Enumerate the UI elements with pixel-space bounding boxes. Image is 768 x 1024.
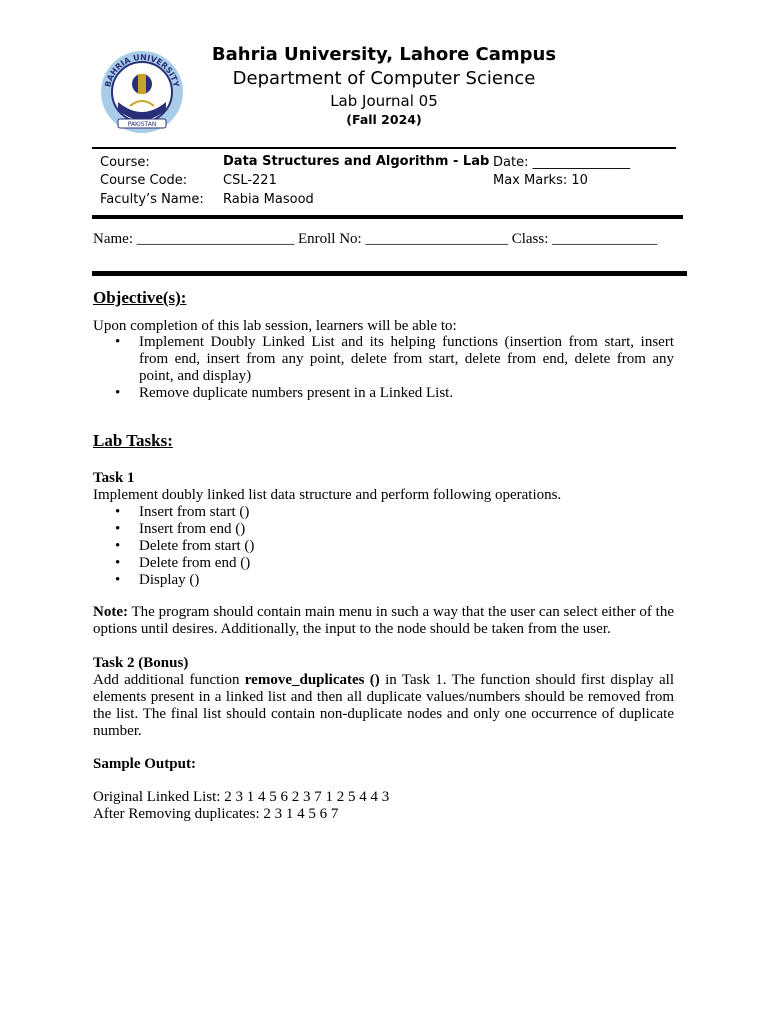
sample-output-heading: Sample Output:	[93, 756, 196, 772]
list-item: • Delete from start ()	[115, 538, 255, 554]
list-item: • Insert from end ()	[115, 521, 246, 537]
course-code-value: CSL-221	[223, 173, 277, 188]
student-details-line: Name: _____________________ Enroll No: ___________________ Class: ______________	[93, 231, 658, 247]
course-code-label: Course Code:	[100, 173, 188, 188]
lab-tasks-heading: Lab Tasks:	[93, 431, 173, 450]
department-name: Department of Computer Science	[232, 68, 536, 89]
course-value: Data Structures and Algorithm - Lab	[223, 154, 490, 169]
list-item: • Delete from end ()	[115, 555, 251, 571]
faculty-value: Rabia Masood	[223, 192, 314, 207]
university-name: Bahria University, Lahore Campus	[211, 44, 557, 65]
task2-text-before: Add additional function	[93, 672, 245, 688]
header-divider	[92, 147, 676, 149]
logo-top-text: BAHRIA UNIVERSITY	[103, 52, 181, 88]
note-paragraph	[93, 604, 674, 638]
course-label: Course:	[100, 155, 150, 170]
term-label: (Fall 2024)	[346, 112, 422, 127]
logo-bottom-text: PAKISTAN	[127, 121, 157, 128]
task1-title: Task 1	[93, 470, 135, 486]
faculty-label: Faculty’s Name:	[100, 192, 204, 207]
list-item: • Remove duplicate numbers present in a Linked List.	[115, 385, 454, 401]
task2-description	[93, 672, 674, 740]
task1-operations-list	[93, 504, 674, 589]
list-item: • Implement Doubly Linked List and its helping functions (insertion from start, insert from end, insert from any point, delete from start, delete from end, delete from any point, and display)	[115, 334, 674, 384]
list-item: • Display ()	[115, 572, 200, 588]
objectives-intro: Upon completion of this lab session, learners will be able to:	[93, 318, 457, 334]
sample-output-original: Original Linked List: 2 3 1 4 5 6 2 3 7 1 2 5 4 4 3	[93, 789, 390, 805]
list-item: • Insert from start ()	[115, 504, 250, 520]
task2-text-after: in Task 1. The function should first display all elements present in a linked list and then all duplicate values/numbers should be removed from the list. The final list should contain non-duplicate nodes and only one occurrence of duplicate number.	[93, 672, 674, 739]
objectives-heading: Objective(s):	[93, 288, 187, 307]
objectives-list	[93, 334, 674, 402]
task1-description: Implement doubly linked list data structure and perform following operations.	[93, 487, 562, 503]
note-label: Note:	[93, 604, 128, 620]
section-divider	[92, 271, 687, 276]
info-divider	[92, 215, 683, 219]
max-marks: Max Marks: 10	[493, 173, 588, 188]
date-field: Date: _______________	[493, 155, 631, 170]
task2-title: Task 2 (Bonus)	[93, 655, 189, 671]
note-text: The program should contain main menu in such a way that the user can select either of the options until desires. Additionally, the input to the node should be taken from the user.	[93, 604, 674, 637]
journal-title: Lab Journal 05	[330, 92, 438, 110]
function-name: remove_duplicates ()	[244, 672, 380, 688]
sample-output-result: After Removing duplicates: 2 3 1 4 5 6 7	[93, 806, 339, 822]
